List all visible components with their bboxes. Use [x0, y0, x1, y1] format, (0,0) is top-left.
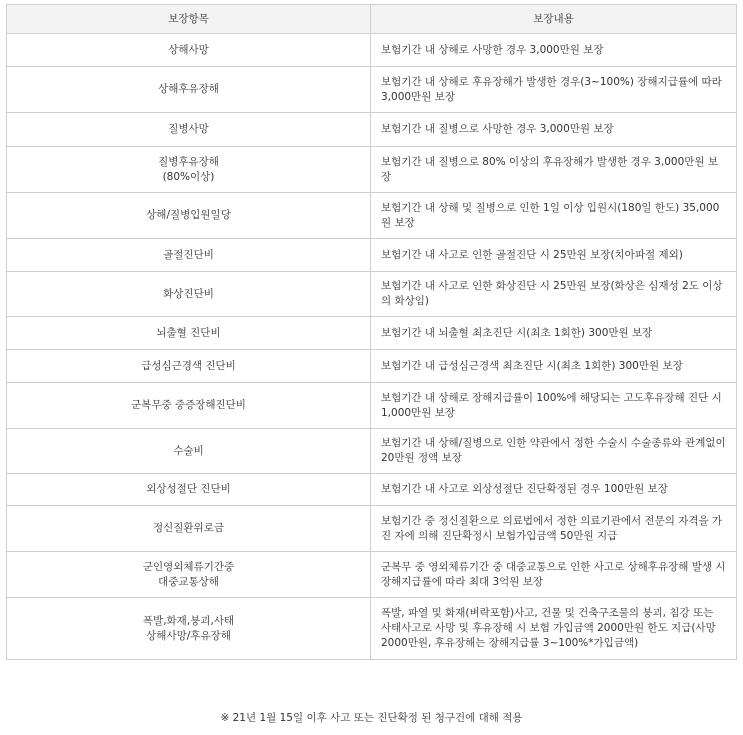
header-coverage-detail: 보장내용 — [371, 5, 737, 34]
table-row — [7, 506, 737, 552]
coverage-detail: 군복무 중 영외체류기간 중 대중교통으로 인한 사고로 상해후유장해 발생 시 장해지급률에 따라 최대 3억원 보장 — [371, 552, 737, 598]
coverage-table-wrapper — [6, 4, 736, 660]
table-row — [7, 193, 737, 239]
table-header-row — [7, 5, 737, 34]
coverage-detail: 보험기간 중 정신질환으로 의료법에서 정한 의료기관에서 전문의 자격을 가진 자에 의해 진단확정시 보험가입금액 50만원 지급 — [371, 506, 737, 552]
table-row — [7, 239, 737, 272]
footnote: ※ 21년 1월 15일 이후 사고 또는 진단확정 된 청구건에 대해 적용 — [220, 712, 523, 724]
coverage-item: 화상진단비 — [7, 272, 371, 317]
coverage-detail: 보험기간 내 질병으로 80% 이상의 후유장해가 발생한 경우 3,000만원 보장 — [371, 147, 737, 193]
table-row — [7, 474, 737, 506]
coverage-item: 질병사망 — [7, 113, 371, 147]
coverage-item: 골절진단비 — [7, 239, 371, 272]
table-row — [7, 272, 737, 317]
coverage-detail: 보험기간 내 상해 및 질병으로 인한 1일 이상 입원시(180일 한도) 35,000원 보장 — [371, 193, 737, 239]
table-row — [7, 67, 737, 113]
table-row — [7, 113, 737, 147]
coverage-detail: 보험기간 내 사고로 인한 화상진단 시 25만원 보장(화상은 심재성 2도 이상의 화상임) — [371, 272, 737, 317]
table-row — [7, 598, 737, 660]
coverage-item: 질병후유장해 (80%이상) — [7, 147, 371, 193]
coverage-item: 군복무중 중증장해진단비 — [7, 383, 371, 429]
coverage-detail: 보험기간 내 질병으로 사망한 경우 3,000만원 보장 — [371, 113, 737, 147]
coverage-detail: 보험기간 내 사고로 인한 골절진단 시 25만원 보장(치아파절 제외) — [371, 239, 737, 272]
table-row — [7, 429, 737, 474]
coverage-item: 상해/질병입원일당 — [7, 193, 371, 239]
coverage-detail: 보험기간 내 급성심근경색 최초진단 시(최초 1회한) 300만원 보장 — [371, 350, 737, 383]
coverage-detail: 보험기간 내 상해로 사망한 경우 3,000만원 보장 — [371, 34, 737, 67]
table-row — [7, 552, 737, 598]
coverage-detail: 보험기간 내 상해로 후유장해가 발생한 경우(3~100%) 장해지급률에 따라 3,000만원 보장 — [371, 67, 737, 113]
coverage-detail: 폭발, 파열 및 화재(벼락포함)사고, 건물 및 건축구조물의 붕괴, 침강 또는 사태사고로 사망 및 후유장해 시 보험 가입금액 2000만원 한도 지급(사망 2000만원, 후유장해는 장해지급률 3~100%*가입금액) — [371, 598, 737, 660]
table-row — [7, 350, 737, 383]
coverage-detail: 보험기간 내 상해로 장해지급률이 100%에 해당되는 고도후유장해 진단 시 1,000만원 보장 — [371, 383, 737, 429]
coverage-item: 수술비 — [7, 429, 371, 474]
coverage-item: 급성심근경색 진단비 — [7, 350, 371, 383]
coverage-item: 외상성절단 진단비 — [7, 474, 371, 506]
table-body — [7, 34, 737, 660]
coverage-item: 정신질환위로금 — [7, 506, 371, 552]
coverage-detail: 보험기간 내 뇌출혈 최초진단 시(최초 1회한) 300만원 보장 — [371, 317, 737, 350]
header-coverage-item: 보장항목 — [7, 5, 371, 34]
coverage-table — [6, 4, 737, 660]
coverage-item: 상해후유장해 — [7, 67, 371, 113]
coverage-item: 상해사망 — [7, 34, 371, 67]
coverage-item: 군인영외체류기간중 대중교통상해 — [7, 552, 371, 598]
table-row — [7, 34, 737, 67]
table-row — [7, 147, 737, 193]
coverage-item: 폭발,화재,붕괴,사태 상해사망/후유장해 — [7, 598, 371, 660]
table-row — [7, 383, 737, 429]
coverage-item: 뇌출혈 진단비 — [7, 317, 371, 350]
table-row — [7, 317, 737, 350]
coverage-detail: 보험기간 내 상해/질병으로 인한 약관에서 정한 수술시 수술종류와 관계없이 20만원 정액 보장 — [371, 429, 737, 474]
coverage-detail: 보험기간 내 사고로 외상성절단 진단확정된 경우 100만원 보장 — [371, 474, 737, 506]
